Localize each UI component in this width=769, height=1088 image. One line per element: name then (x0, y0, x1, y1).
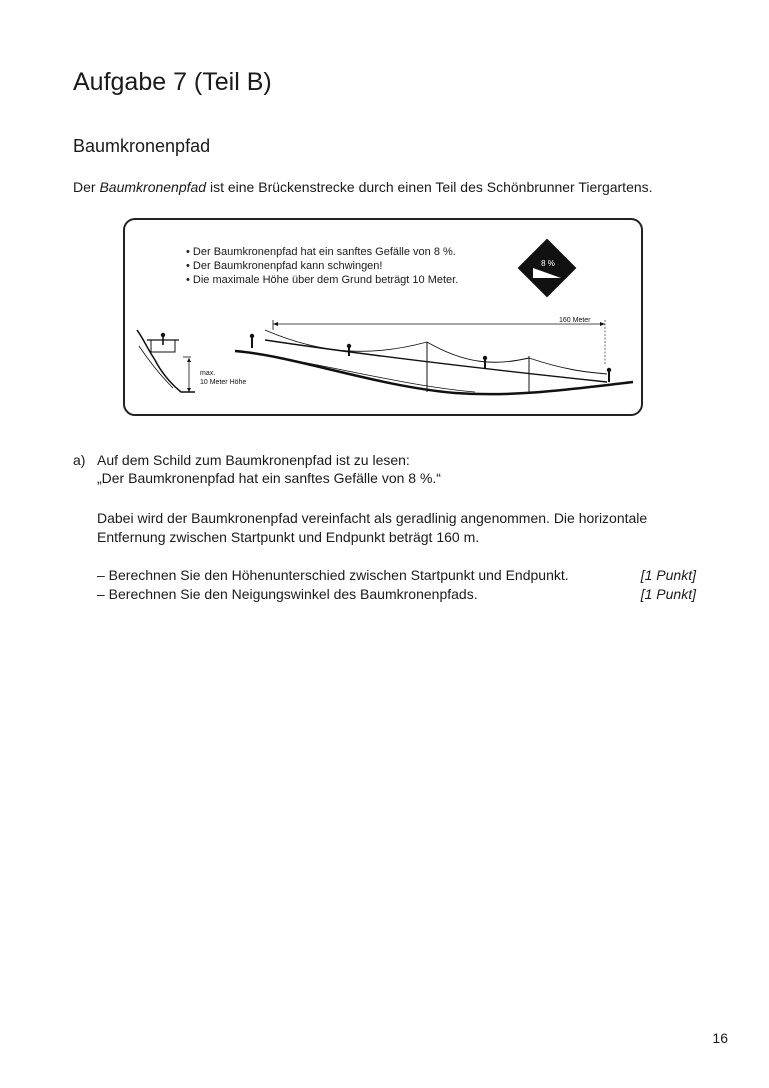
height-label-line2: 10 Meter Höhe (200, 379, 247, 386)
ground-line (235, 351, 633, 394)
person-icon (161, 333, 165, 337)
intro-text (73, 177, 653, 197)
task-line-3: Dabei wird der Baumkronenpfad vereinfacht als geradlinig angenommen. Die horizontale (97, 510, 648, 526)
treetop-path-illustration (125, 300, 641, 412)
task-item-2-points: [1 Punkt] (640, 586, 696, 602)
page-title: Aufgabe 7 (Teil B) (73, 68, 272, 96)
sign-diamond (519, 240, 575, 296)
intro-prefix: Der (73, 179, 100, 195)
cliff-outline (137, 330, 195, 392)
task-item-2: – Berechnen Sie den Neigungswinkel des Baumkronenpfads. (97, 586, 478, 602)
intro-emphasis: Baumkronenpfad (99, 179, 207, 195)
person-icon (347, 344, 351, 348)
figure-bullet-list (186, 245, 458, 287)
arrow-up-icon (187, 358, 191, 362)
person-icon (607, 368, 611, 372)
figure-bullet: • Der Baumkronenpfad kann schwingen! (186, 259, 458, 273)
task-marker: a) (73, 452, 86, 468)
height-label-line1: max. (200, 370, 216, 377)
task-quote: „Der Baumkronenpfad hat ein sanftes Gefälle von 8 %.“ (97, 470, 441, 486)
slope-sign (517, 238, 577, 298)
task-line-4: Entfernung zwischen Startpunkt und Endpunkt beträgt 160 m. (97, 529, 480, 545)
task-item-1-points: [1 Punkt] (640, 567, 696, 583)
intro-suffix: ist eine Brückenstrecke durch einen Teil des Schönbrunner Tiergartens. (206, 179, 653, 195)
figure-bullet: • Der Baumkronenpfad hat ein sanftes Gefälle von 8 %. (186, 245, 458, 259)
task-item-1: – Berechnen Sie den Höhenunterschied zwischen Startpunkt und Endpunkt. (97, 567, 569, 583)
distance-label: 160 Meter (559, 317, 591, 324)
ground-detail (255, 354, 475, 392)
arrow-right-icon (600, 322, 605, 326)
section-title: Baumkronenpfad (73, 136, 211, 156)
arrow-left-icon (273, 322, 278, 326)
sign-label: 8 % (541, 259, 555, 268)
person-icon (483, 356, 487, 360)
figure-bullet: • Die maximale Höhe über dem Grund beträgt 10 Meter. (186, 273, 458, 287)
page-number: 16 (712, 1030, 728, 1046)
task-line-1: Auf dem Schild zum Baumkronenpfad ist zu lesen: (97, 452, 410, 468)
person-icon (250, 334, 254, 338)
